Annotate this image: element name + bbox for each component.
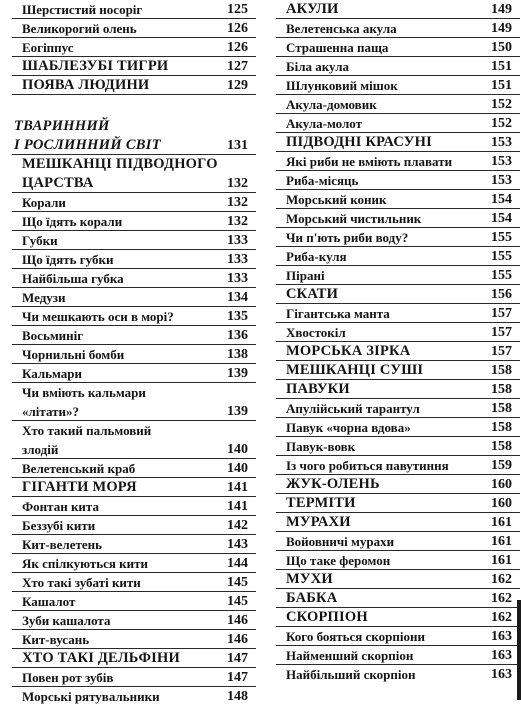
toc-entry[interactable] [276, 247, 520, 266]
toc-page-number: 163 [491, 667, 512, 682]
toc-page-number: 162 [491, 572, 512, 587]
toc-page-number: 135 [227, 309, 248, 324]
toc-entry[interactable] [276, 38, 520, 57]
toc-entry[interactable] [276, 114, 520, 133]
toc-entry-title: Повен рот зубів [22, 670, 114, 685]
toc-heading-title: СКАТИ [286, 286, 339, 302]
toc-page-number: 139 [227, 366, 248, 381]
toc-entry-title: Страшенна паща [286, 40, 389, 55]
toc-entry-title: Медузи [22, 290, 66, 305]
right-page-edge-shadow [517, 600, 521, 700]
toc-entry[interactable] [276, 456, 520, 475]
toc-page-number: 155 [491, 249, 512, 264]
toc-page-number: 158 [491, 401, 512, 416]
toc-page-number: 133 [227, 252, 248, 267]
toc-entry[interactable] [12, 535, 256, 554]
toc-entry[interactable] [12, 76, 256, 95]
toc-page-number: 149 [491, 2, 512, 17]
toc-page-number: 155 [491, 230, 512, 245]
toc-page-number: 148 [227, 689, 248, 704]
toc-entry[interactable] [12, 383, 256, 402]
toc-page-number: 142 [227, 518, 248, 533]
toc-heading-title: АКУЛИ [286, 1, 339, 17]
toc-entry[interactable] [276, 570, 520, 589]
toc-heading-title: СКОРПІОН [286, 609, 368, 625]
toc-entry[interactable] [276, 399, 520, 418]
toc-entry[interactable] [12, 307, 256, 326]
toc-entry[interactable] [276, 228, 520, 247]
toc-page-number: 146 [227, 613, 248, 628]
toc-entry[interactable] [276, 171, 520, 190]
toc-heading-title: МЕШКАНЦІ ПІДВОДНОГО [22, 156, 218, 172]
toc-entry[interactable] [12, 630, 256, 649]
toc-entry-title: Морський коник [286, 192, 387, 207]
toc-page-number: 160 [491, 496, 512, 511]
toc-page-number: 127 [227, 59, 248, 74]
toc-entry[interactable] [276, 133, 520, 152]
toc-entry[interactable] [276, 589, 520, 608]
toc-page-number: 154 [491, 211, 512, 226]
toc-page-number: 161 [491, 553, 512, 568]
toc-entry[interactable] [12, 174, 256, 193]
toc-entry[interactable] [12, 269, 256, 288]
toc-entry-title: Які риби не вміють плавати [286, 154, 453, 169]
toc-entry[interactable] [12, 459, 256, 478]
toc-page-number: 147 [227, 670, 248, 685]
toc-page-number: 141 [227, 499, 248, 514]
toc-page-number: 162 [491, 610, 512, 625]
toc-entry[interactable] [12, 478, 256, 497]
toc-entry[interactable] [276, 209, 520, 228]
toc-heading-title: І РОСЛИННИЙ СВІТ [14, 137, 161, 153]
toc-entry[interactable] [12, 592, 256, 611]
toc-entry[interactable] [12, 687, 256, 706]
toc-page-number: 134 [227, 290, 248, 305]
toc-entry[interactable] [12, 326, 256, 345]
toc-entry-title: Хто такий пальмовий [22, 423, 152, 438]
toc-entry-title: Риба-місяць [286, 173, 359, 188]
toc-entry-title: Хто такі зубаті кити [22, 575, 141, 590]
toc-page-number: 139 [227, 404, 248, 419]
toc-entry[interactable] [276, 323, 520, 342]
toc-entry[interactable] [12, 345, 256, 364]
toc-entry[interactable] [276, 665, 520, 684]
toc-entry-title: Пірані [286, 268, 325, 283]
toc-entry-title: Морські рятувальники [22, 689, 160, 704]
toc-entry[interactable] [276, 266, 520, 285]
toc-entry-title: Велетенська акула [286, 21, 397, 36]
toc-page-number: 132 [227, 176, 248, 191]
toc-heading-title: ПОЯВА ЛЮДИНИ [22, 77, 150, 93]
toc-page-number: 133 [227, 271, 248, 286]
toc-entry[interactable] [12, 57, 256, 76]
toc-entry-title: Апулійський тарантул [286, 401, 420, 416]
toc-page-number: 163 [491, 629, 512, 644]
toc-page-number: 153 [491, 154, 512, 169]
toc-entry-title: Як спілкуються кити [22, 556, 149, 571]
toc-entry[interactable] [12, 193, 256, 212]
toc-entry-title: Морський чистильник [286, 211, 422, 226]
toc-entry-title: Хвостокіл [286, 325, 346, 340]
toc-entry-title: Кашалот [22, 594, 76, 609]
toc-page-number: 163 [491, 648, 512, 663]
toc-page-number: 125 [227, 2, 248, 17]
toc-entry-title: Із чого робиться павутиння [286, 458, 449, 473]
contents-column-right [276, 0, 520, 684]
toc-entry-title: Еогіппус [22, 40, 74, 55]
toc-heading-title: ЖУК-ОЛЕНЬ [286, 476, 380, 492]
toc-entry[interactable] [276, 190, 520, 209]
toc-entry-title: Чорнильні бомби [22, 347, 125, 362]
toc-entry[interactable] [12, 668, 256, 687]
toc-page-number: 154 [491, 192, 512, 207]
toc-heading-title: ГІГАНТИ МОРЯ [22, 479, 137, 495]
toc-page-number: 133 [227, 233, 248, 248]
toc-heading-title: ТВАРИННИЙ [14, 118, 110, 134]
toc-page-number: 129 [227, 78, 248, 93]
section-spacer [12, 95, 256, 117]
toc-page-number: 153 [491, 173, 512, 188]
toc-entry-title: Що таке феромон [286, 553, 391, 568]
toc-entry-title: Кого бояться скорпіони [286, 629, 425, 644]
toc-page-number: 132 [227, 214, 248, 229]
contents-column-left [12, 0, 256, 706]
toc-page-number: 152 [491, 116, 512, 131]
toc-entry-title: Восьминіг [22, 328, 84, 343]
toc-entry[interactable] [12, 440, 256, 459]
toc-entry-title: «літати»? [22, 404, 79, 419]
toc-heading-title: ЦАРСТВА [22, 175, 94, 191]
toc-page-number: 161 [491, 534, 512, 549]
toc-entry-title: Що їдять корали [22, 214, 123, 229]
toc-heading-title: ПІДВОДНІ КРАСУНІ [286, 134, 432, 150]
toc-page-number: 157 [491, 344, 512, 359]
toc-entry[interactable] [12, 421, 256, 440]
toc-heading-title: ПАВУКИ [286, 381, 350, 397]
toc-page-number: 146 [227, 632, 248, 647]
toc-page-number: 159 [491, 458, 512, 473]
toc-entry-title: Риба-куля [286, 249, 347, 264]
toc-page-number: 160 [491, 477, 512, 492]
toc-entry[interactable] [276, 437, 520, 456]
toc-page-number: 136 [227, 328, 248, 343]
toc-page-number: 158 [491, 363, 512, 378]
toc-entry[interactable] [12, 250, 256, 269]
toc-entry-title: Войовничі мурахи [286, 534, 395, 549]
toc-page-number: 147 [227, 651, 248, 666]
toc-page-number: 140 [227, 442, 248, 457]
toc-entry[interactable] [12, 19, 256, 38]
toc-page-number: 157 [491, 325, 512, 340]
toc-heading-title: МУХИ [286, 571, 333, 587]
toc-page-number: 149 [491, 21, 512, 36]
toc-entry-title: Біла акула [286, 59, 350, 74]
toc-entry-title: Чи мешкають оси в морі? [22, 309, 174, 324]
toc-entry-title: Великорогий олень [22, 21, 137, 36]
toc-entry[interactable] [12, 364, 256, 383]
toc-entry-title: Шерстистий носоріг [22, 2, 143, 17]
toc-underline [12, 94, 256, 95]
toc-entry[interactable] [276, 0, 520, 19]
toc-page-number: 145 [227, 594, 248, 609]
toc-entry-title: Велетенський краб [22, 461, 136, 476]
toc-entry-title: Кит-велетень [22, 537, 103, 552]
toc-page-number: 126 [227, 40, 248, 55]
toc-entry-title: Павук-вовк [286, 439, 356, 454]
toc-entry-title: Гігантська манта [286, 306, 390, 321]
toc-entry-title: Кит-вусань [22, 632, 90, 647]
toc-heading-title: ХТО ТАКІ ДЕЛЬФІНИ [22, 650, 180, 666]
toc-heading-title: МОРСЬКА ЗІРКА [286, 343, 411, 359]
toc-entry-title: Акула-молот [286, 116, 363, 131]
toc-entry-title: Шлунковий мішок [286, 78, 398, 93]
toc-page-number: 144 [227, 556, 248, 571]
toc-entry[interactable] [12, 649, 256, 668]
toc-page-number: 153 [491, 135, 512, 150]
toc-entry-title: злодій [22, 442, 59, 457]
toc-page-number: 158 [491, 439, 512, 454]
toc-entry-title: Беззубі кити [22, 518, 96, 533]
toc-entry[interactable] [12, 611, 256, 630]
toc-entry[interactable] [276, 418, 520, 437]
toc-page-number: 161 [491, 515, 512, 530]
toc-entry-title: Найбільша губка [22, 271, 124, 286]
toc-entry-title: Чи п'ють риби воду? [286, 230, 409, 245]
toc-page-number: 141 [227, 480, 248, 495]
toc-page-number: 162 [491, 591, 512, 606]
toc-entry-title: Найменший скорпіон [286, 648, 414, 663]
toc-entry[interactable] [12, 212, 256, 231]
toc-entry[interactable] [276, 342, 520, 361]
toc-entry[interactable] [276, 95, 520, 114]
toc-page-number: 158 [491, 382, 512, 397]
toc-heading-title: БАБКА [286, 590, 338, 606]
toc-heading-title: ШАБЛЕЗУБІ ТИГРИ [22, 58, 169, 74]
toc-entry[interactable] [12, 516, 256, 535]
toc-entry[interactable] [276, 475, 520, 494]
toc-page-number: 150 [491, 40, 512, 55]
toc-page-number: 138 [227, 347, 248, 362]
toc-page-number: 157 [491, 306, 512, 321]
toc-entry[interactable] [12, 117, 256, 136]
toc-entry[interactable] [276, 57, 520, 76]
toc-entry-title: Що їдять губки [22, 252, 114, 267]
toc-entry-title: Акула-домовик [286, 97, 377, 112]
toc-page-number: 132 [227, 195, 248, 210]
toc-entry[interactable] [12, 136, 256, 155]
toc-entry[interactable] [276, 532, 520, 551]
toc-page-number: 155 [491, 268, 512, 283]
toc-heading-title: ТЕРМІТИ [286, 495, 356, 511]
toc-entry[interactable] [276, 380, 520, 399]
toc-entry[interactable] [12, 497, 256, 516]
toc-page-number: 156 [491, 287, 512, 302]
toc-entry[interactable] [12, 155, 256, 174]
toc-entry-title: Павук «чорна вдова» [286, 420, 411, 435]
toc-entry[interactable] [276, 19, 520, 38]
toc-entry[interactable] [12, 288, 256, 307]
toc-entry[interactable] [276, 608, 520, 627]
toc-entry[interactable] [276, 361, 520, 380]
toc-entry-title: Корали [22, 195, 66, 210]
toc-entry[interactable] [12, 38, 256, 57]
toc-entry[interactable] [276, 304, 520, 323]
toc-page-number: 131 [227, 138, 248, 153]
toc-entry[interactable] [276, 513, 520, 532]
toc-entry[interactable] [276, 551, 520, 570]
toc-page-number: 151 [491, 59, 512, 74]
toc-heading-title: МУРАХИ [286, 514, 351, 530]
toc-page-number: 126 [227, 21, 248, 36]
toc-page-number: 152 [491, 97, 512, 112]
toc-entry[interactable] [276, 646, 520, 665]
toc-page-number: 143 [227, 537, 248, 552]
toc-entry[interactable] [12, 402, 256, 421]
toc-entry-title: Фонтан кита [22, 499, 99, 514]
toc-entry-title: Чи вміють кальмари [22, 385, 146, 400]
toc-entry[interactable] [12, 554, 256, 573]
toc-entry[interactable] [12, 0, 256, 19]
toc-heading-title: МЕШКАНЦІ СУШІ [286, 362, 424, 378]
toc-entry-title: Губки [22, 233, 58, 248]
toc-entry[interactable] [276, 627, 520, 646]
toc-entry[interactable] [12, 231, 256, 250]
toc-entry[interactable] [276, 494, 520, 513]
toc-entry[interactable] [276, 76, 520, 95]
toc-entry-title: Найбільший скорпіон [286, 667, 416, 682]
toc-entry[interactable] [12, 573, 256, 592]
toc-page-number: 151 [491, 78, 512, 93]
toc-page-number: 140 [227, 461, 248, 476]
toc-entry[interactable] [276, 285, 520, 304]
toc-page-number: 158 [491, 420, 512, 435]
toc-entry[interactable] [276, 152, 520, 171]
toc-entry-title: Кальмари [22, 366, 83, 381]
toc-page-number: 145 [227, 575, 248, 590]
toc-entry-title: Зуби кашалота [22, 613, 111, 628]
